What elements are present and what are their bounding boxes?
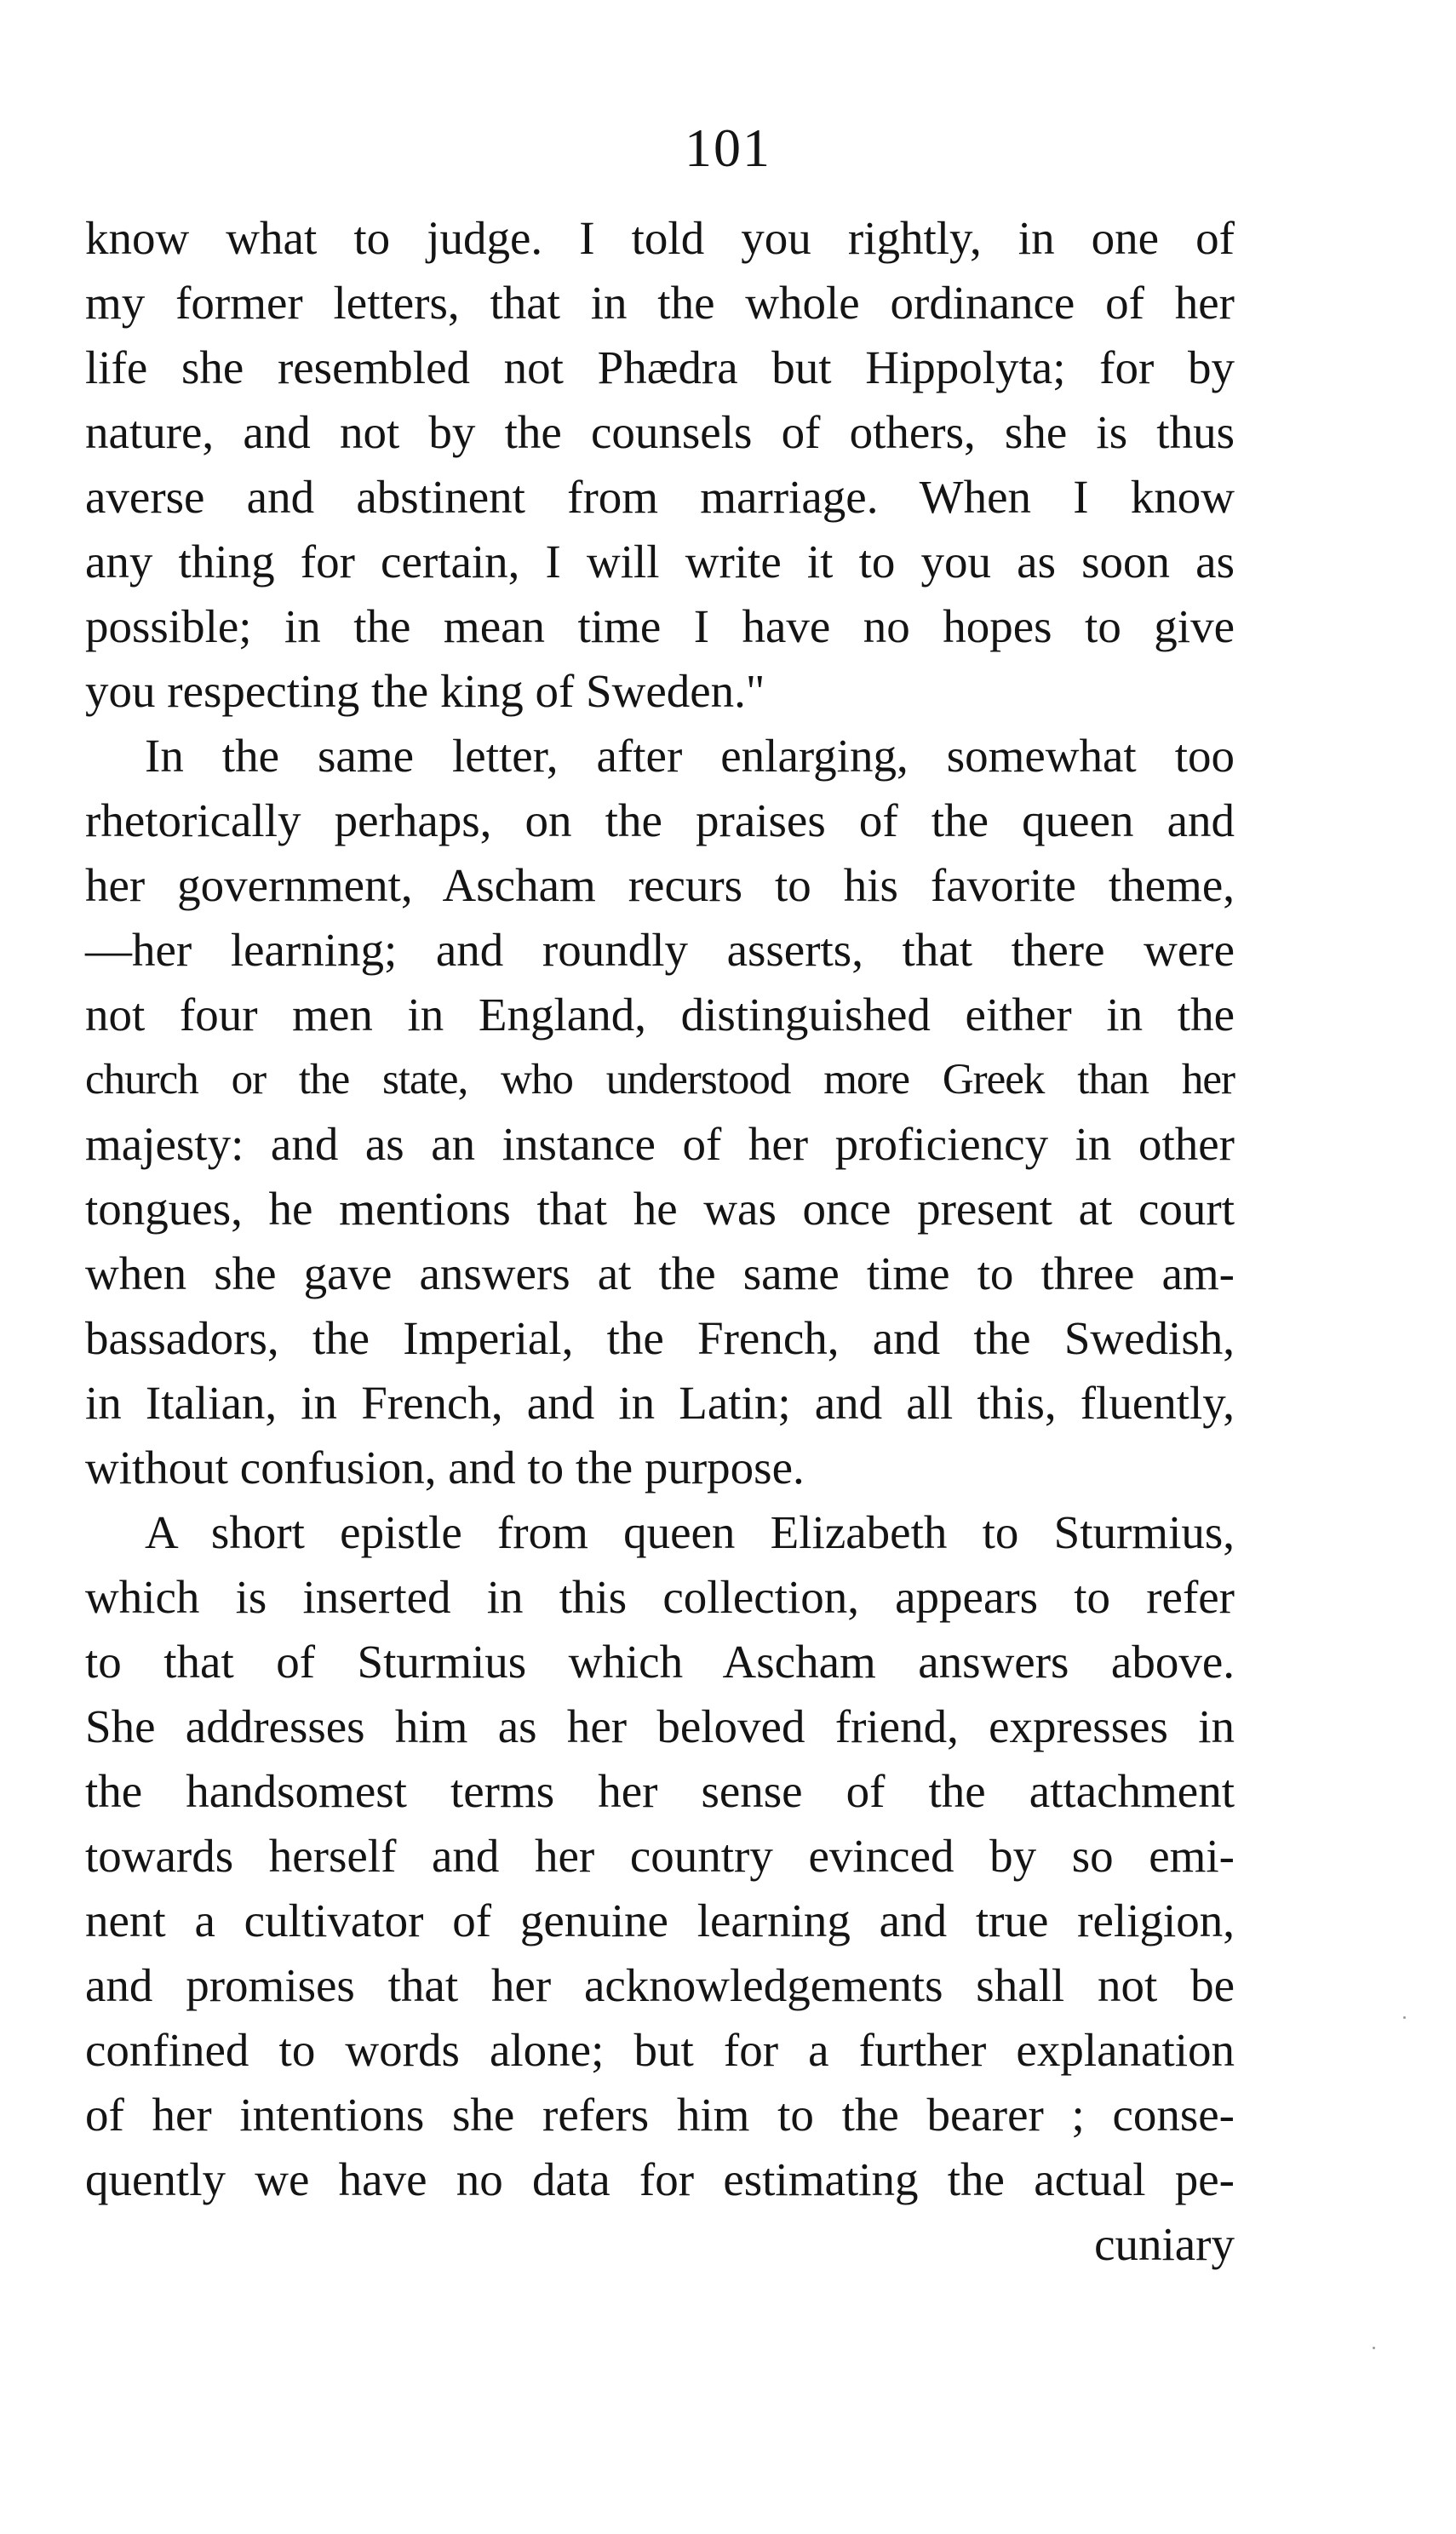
text-line-4: nature, and not by the counsels of others, she is thus bbox=[85, 406, 1235, 458]
text-line-22: which is inserted in this collection, appears to refer bbox=[85, 1571, 1235, 1623]
text-line-23: to that of Sturmius which Ascham answers above. bbox=[85, 1636, 1235, 1688]
page-number: 101 bbox=[685, 118, 771, 178]
scan-speck bbox=[1403, 2016, 1406, 2019]
text-line-3: life she resembled not Phædra but Hippolyta; for by bbox=[85, 341, 1235, 393]
text-line-12: —her learning; and roundly asserts, that there were bbox=[85, 924, 1235, 976]
text-line-25: the handsomest terms her sense of the attachment bbox=[85, 1765, 1235, 1817]
text-line-5: averse and abstinent from marriage. When I know bbox=[85, 471, 1235, 523]
text-line-28: and promises that her acknowledgements shall not be bbox=[85, 1959, 1235, 2011]
scan-speck bbox=[1373, 2347, 1375, 2349]
text-line-26: towards herself and her country evinced by so emi- bbox=[85, 1830, 1235, 1882]
text-line-30: of her intentions she refers him to the bearer ; conse- bbox=[85, 2089, 1235, 2141]
text-line-13: not four men in England, distinguished either in the bbox=[85, 989, 1235, 1041]
text-line-6: any thing for certain, I will write it to you as soon as bbox=[85, 536, 1235, 588]
text-line-2: my former letters, that in the whole ordinance of her bbox=[85, 277, 1235, 329]
text-line-7: possible; in the mean time I have no hopes to give bbox=[85, 600, 1235, 652]
text-line-18: bassadors, the Imperial, the French, and the Swedish, bbox=[85, 1312, 1235, 1364]
text-line-21: A short epistle from queen Elizabeth to Sturmius, bbox=[145, 1506, 1235, 1558]
text-line-8: you respecting the king of Sweden." bbox=[85, 665, 765, 717]
text-line-29: confined to words alone; but for a further explanation bbox=[85, 2024, 1235, 2076]
text-line-11: her government, Ascham recurs to his favorite theme, bbox=[85, 859, 1235, 911]
text-line-19: in Italian, in French, and in Latin; and all this, fluently, bbox=[85, 1377, 1235, 1429]
catchword: cuniary bbox=[1094, 2218, 1235, 2270]
text-line-15: majesty: and as an instance of her proficiency in other bbox=[85, 1118, 1235, 1170]
text-line-27: nent a cultivator of genuine learning and true religion, bbox=[85, 1895, 1235, 1946]
text-line-31: quently we have no data for estimating the actual pe- bbox=[85, 2153, 1235, 2205]
text-line-16: tongues, he mentions that he was once present at court bbox=[85, 1183, 1235, 1235]
text-line-20: without confusion, and to the purpose. bbox=[85, 1442, 805, 1493]
text-line-14: church or the state, who understood more Greek than her bbox=[85, 1056, 1235, 1104]
text-line-10: rhetorically perhaps, on the praises of the queen and bbox=[85, 794, 1235, 846]
text-line-9: In the same letter, after enlarging, somewhat too bbox=[145, 730, 1235, 782]
text-line-17: when she gave answers at the same time to three am- bbox=[85, 1247, 1235, 1299]
text-line-24: She addresses him as her beloved friend, expresses in bbox=[85, 1700, 1235, 1752]
text-line-1: know what to judge. I told you rightly, in one of bbox=[85, 212, 1235, 264]
